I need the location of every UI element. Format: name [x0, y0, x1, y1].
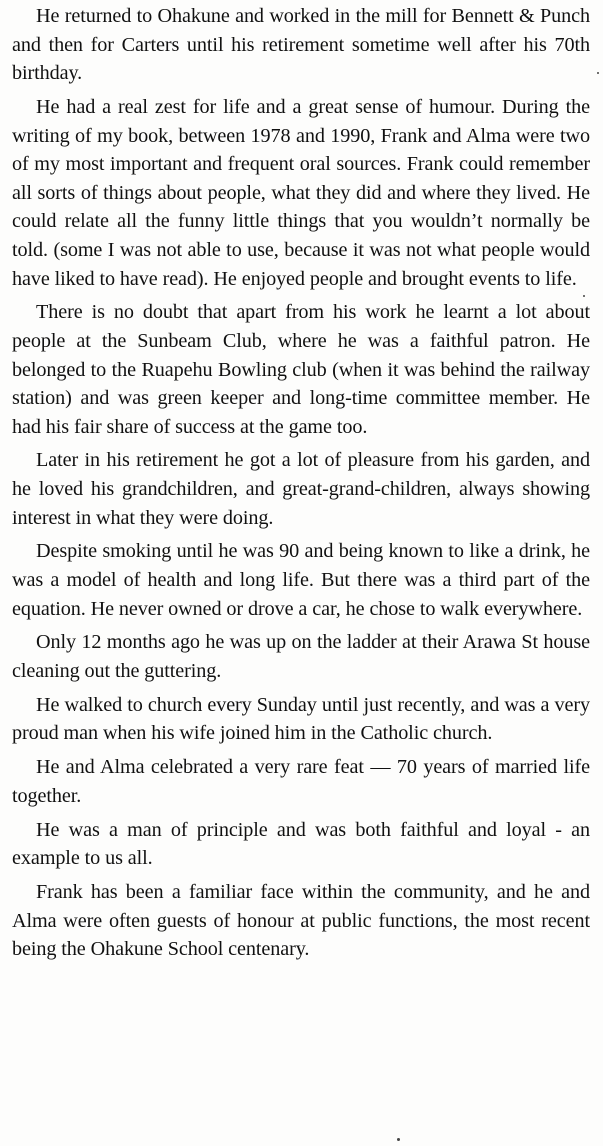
paragraph-retirement: He returned to Ohakune and worked in the mill for Bennett & Punch and then for Carters until his retirement sometime well after his 70th birthday. [12, 5, 590, 85]
scan-speck [397, 1138, 400, 1141]
scan-speck [597, 72, 599, 74]
paragraph-humour: He had a real zest for life and a great sense of humour. During the writing of my book, between 1978 and 1990, Frank and Alma were two of my most important and frequent oral sources. Frank could remember all sorts of things about people, what they did and where they lived. He could relate all the funny little things that you wouldn’t normally be told. (some I was not able to use, because it was not what people would have liked to have read). He enjoyed people and brought events to life. [12, 95, 590, 290]
paragraph-ladder: Only 12 months ago he was up on the ladder at their Arawa St house cleaning out the guttering. [12, 631, 590, 682]
paragraph-principle: He was a man of principle and was both faithful and loyal - an example to us all. [12, 818, 590, 870]
paragraph-community: Frank has been a familiar face within the community, and he and Alma were often guests of honour at public functions, the most recent being the Ohakune School centenary. [12, 880, 590, 961]
paragraph-anniversary: He and Alma celebrated a very rare feat — 70 years of married life together. [12, 756, 590, 807]
article-body [12, 2, 590, 969]
paragraph-church: He walked to church every Sunday until just recently, and was a very proud man when his wife joined him in the Catholic church. [12, 693, 590, 745]
paragraph-health: Despite smoking until he was 90 and being known to like a drink, he was a model of health and long life. But there was a third part of the equation. He never owned or drove a car, he chose to walk everywhere. [12, 540, 590, 620]
scan-speck [583, 295, 585, 297]
paragraph-sunbeam-club: There is no doubt that apart from his work he learnt a lot about people at the Sunbeam Club, where he was a faithful patron. He belonged to the Ruapehu Bowling club (when it was behind the railway station) and was green keeper and long-time committee member. He had his fair share of success at the game too. [12, 301, 590, 438]
paragraph-garden: Later in his retirement he got a lot of pleasure from his garden, and he loved his grandchildren, and great-grand-children, always showing interest in what they were doing. [12, 449, 590, 529]
